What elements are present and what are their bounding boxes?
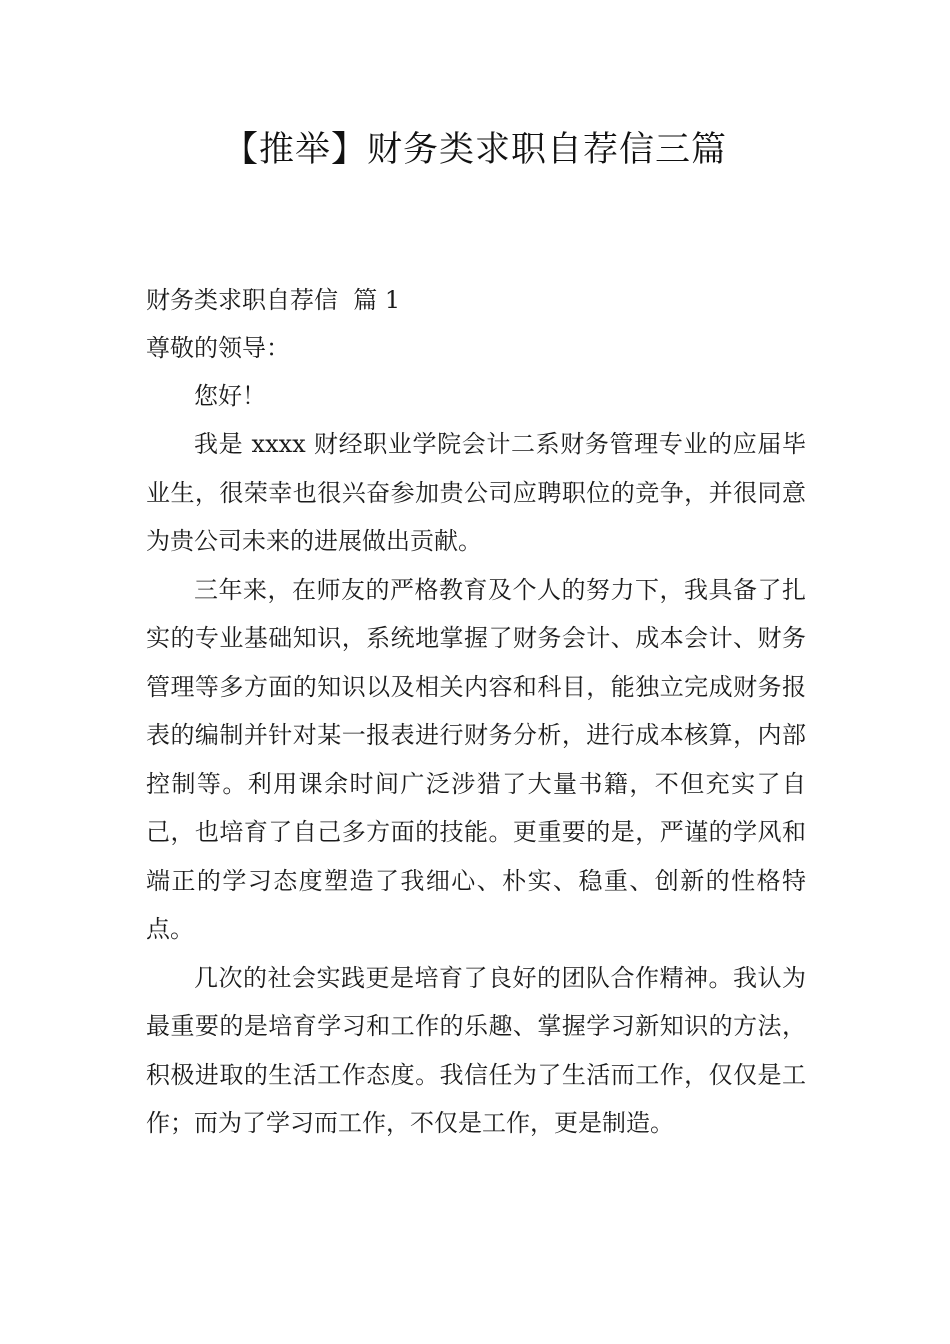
document-body — [146, 276, 806, 1148]
document-title: 【推举】财务类求职自荐信三篇 — [222, 130, 727, 170]
section-heading: 财务类求职自荐信 篇 1 — [146, 286, 401, 314]
paragraph-1: 我是 xxxx 财经职业学院会计二系财务管理专业的应届毕业生，很荣幸也很兴奋参加贵公司应聘职位的竞争，并很同意为贵公司未来的进展做出贡献。 — [146, 430, 806, 555]
paragraph-3: 几次的社会实践更是培育了良好的团队合作精神。我认为最重要的是培育学习和工作的乐趣、掌握学习新知识的方法，积极进取的生活工作态度。我信任为了生活而工作，仅仅是工作；而为了学习而工作，不仅是工作，更是制造。 — [146, 963, 806, 1137]
greeting: 您好！ — [194, 382, 266, 410]
salutation: 尊敬的领导： — [146, 334, 290, 362]
paragraph-2: 三年来，在师友的严格教育及个人的努力下，我具备了扎实的专业基础知识，系统地掌握了财务会计、成本会计、财务管理等多方面的知识以及相关内容和科目，能独立完成财务报表的编制并针对某一报表进行财务分析，进行成本核算，内部控制等。利用课余时间广泛涉猎了大量书籍，不但充实了自己，也培育了自己多方面的技能。更重要的是，严谨的学风和端正的学习态度塑造了我细心、朴实、稳重、创新的性格特点。 — [146, 575, 806, 943]
